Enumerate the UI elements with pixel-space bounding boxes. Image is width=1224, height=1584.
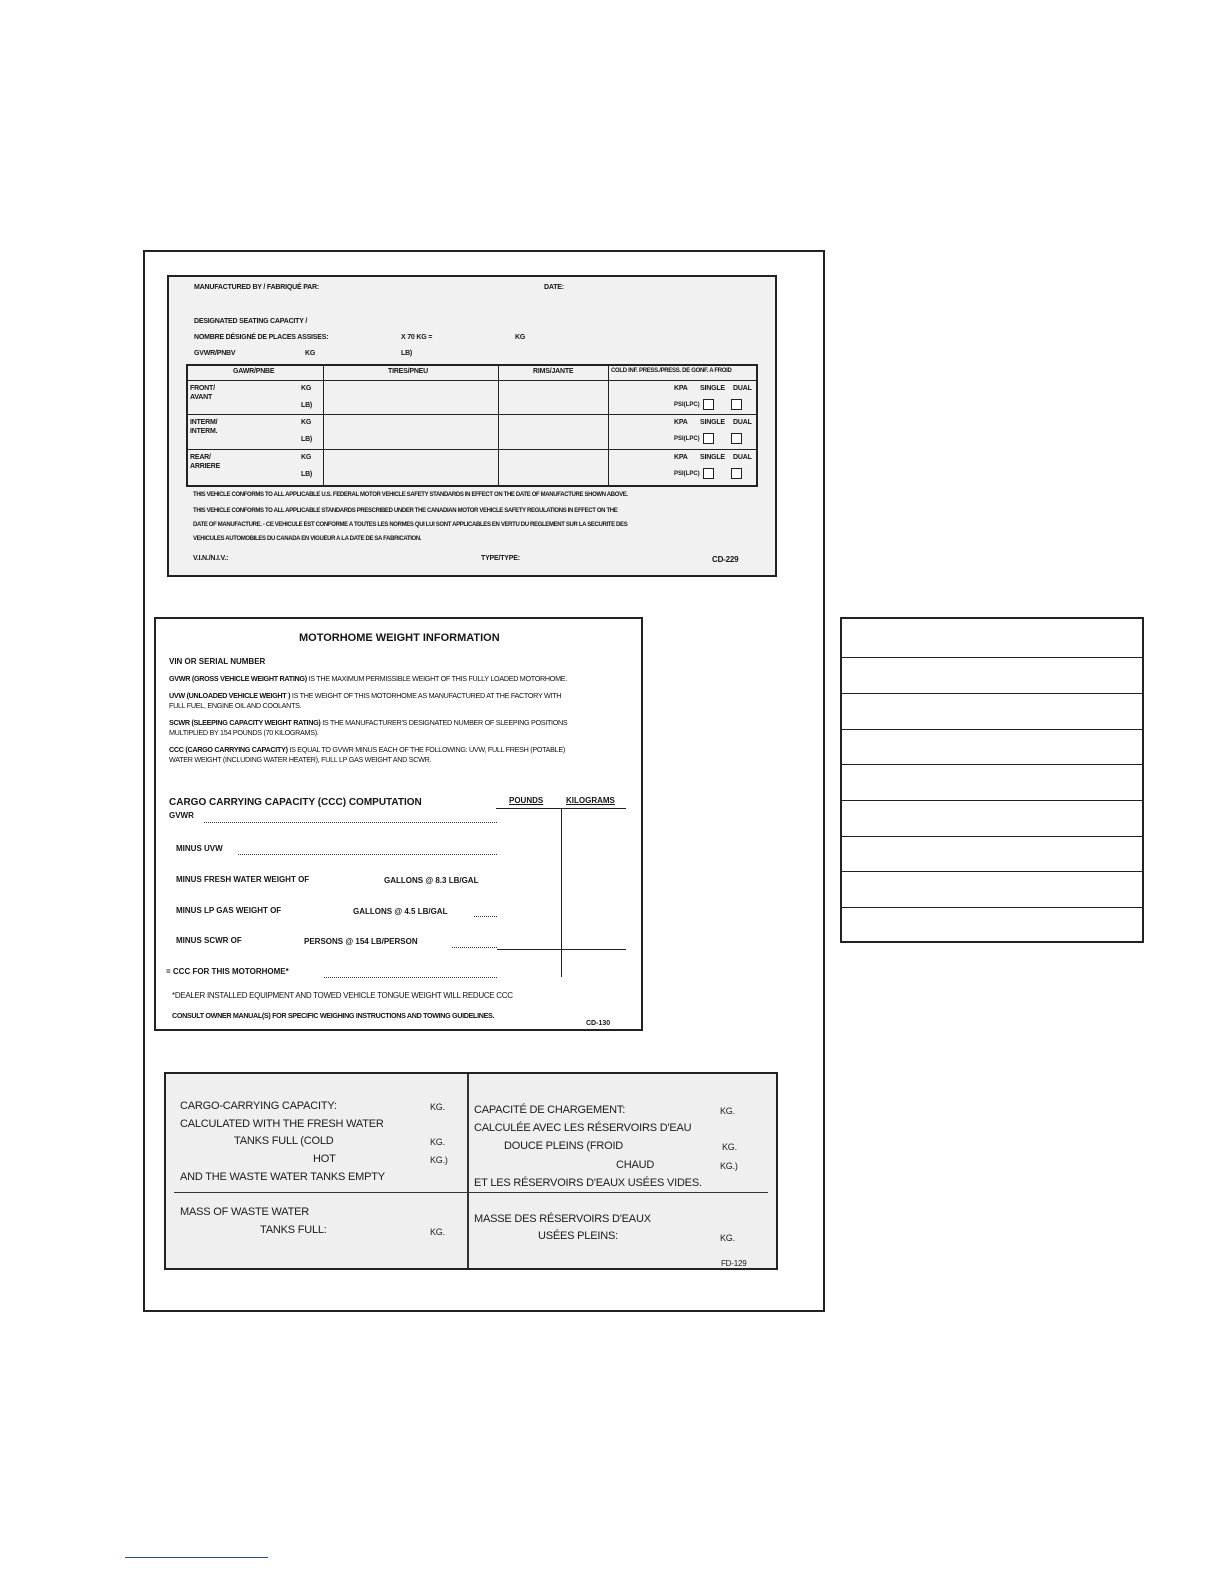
- row-rear-single: SINGLE: [700, 454, 725, 461]
- mass-waste-water-fr: MASSE DES RÉSERVOIRS D'EAUX: [474, 1213, 651, 1225]
- uvw-definition-cont: FULL FUEL, ENGINE OIL AND COOLANTS.: [169, 701, 302, 710]
- cargo-capacity-bilingual-label: [164, 1072, 778, 1270]
- header-rims: RIMS/JANTE: [533, 368, 574, 375]
- table-row-divider: [842, 657, 1142, 658]
- calculated-fresh-water-fr: CALCULÉE AVEC LES RÉSERVOIRS D'EAU: [474, 1122, 692, 1134]
- row-rear-kg: KG: [301, 454, 312, 461]
- row-front-single-checkbox[interactable]: [703, 399, 714, 410]
- table-row-divider: [842, 800, 1142, 801]
- ccc-definition: CCC (CARGO CARRYING CAPACITY) IS EQUAL TO GVWR MINUS EACH OF THE FOLLOWING: UVW, FULL FRESH (POTABLE): [169, 745, 565, 754]
- scwr-definition: SCWR (SLEEPING CAPACITY WEIGHT RATING) IS THE MANUFACTURER'S DESIGNATED NUMBER OF SLEEPING POSITIONS: [169, 718, 568, 727]
- ccc-definition-cont: WATER WEIGHT (INCLUDING WATER HEATER), FULL LP GAS WEIGHT AND SCWR.: [169, 755, 432, 764]
- type-label: TYPE/TYPE:: [481, 555, 520, 562]
- waste-tanks-empty-fr: ET LES RÉSERVOIRS D'EAUX USÉES VIDES.: [474, 1177, 702, 1189]
- date-label: DATE:: [544, 284, 564, 291]
- row-rear-label-fr: ARRIERE: [190, 463, 221, 470]
- total-rule: [497, 949, 626, 950]
- vin-label: V.I.N./N.I.V.:: [193, 555, 229, 562]
- blank-table: [840, 617, 1144, 943]
- motorhome-weight-label: [154, 617, 643, 1031]
- row-front-dual: DUAL: [733, 385, 752, 392]
- row-rear-label: REAR/: [190, 454, 211, 461]
- calculated-fresh-water-en: CALCULATED WITH THE FRESH WATER: [180, 1118, 384, 1130]
- kilograms-column-header: KILOGRAMS: [566, 796, 615, 805]
- cargo-capacity-fr-kg: KG.: [720, 1106, 735, 1116]
- uvw-definition: UVW (UNLOADED VEHICLE WEIGHT ) IS THE WEIGHT OF THIS MOTORHOME AS MANUFACTURED AT THE FACTORY WITH: [169, 691, 562, 700]
- table-row-divider: [842, 729, 1142, 730]
- vin-serial-label: VIN OR SERIAL NUMBER: [169, 657, 266, 666]
- row-interm-kg: KG: [301, 419, 312, 426]
- waste-mass-kg-fr: KG.: [720, 1233, 735, 1243]
- seating-capacity-fr-label: NOMBRE DÉSIGNÉ DE PLACES ASSISES:: [194, 334, 329, 341]
- seating-kg-formula: X 70 KG =: [401, 334, 433, 341]
- row-front-kpa: KPA: [674, 385, 688, 392]
- tire-rim-table: [186, 364, 758, 487]
- scwr-rate: PERSONS @ 154 LB/PERSON: [304, 937, 418, 946]
- ccc-total-label: = CCC FOR THIS MOTORHOME*: [166, 967, 289, 976]
- row-front-kg: KG: [301, 385, 312, 392]
- tanks-full-cold-en: TANKS FULL (COLD: [234, 1135, 334, 1147]
- row-rear-kpa: KPA: [674, 454, 688, 461]
- ca-conformity-line-1: THIS VEHICLE CONFORMS TO ALL APPLICABLE STANDARDS PRESCRIBED UNDER THE CANADIAN MOTOR VEHICLE SAFETY REGULATIONS IN EFFECT ON THE: [193, 508, 618, 514]
- ccc-computation-heading: CARGO CARRYING CAPACITY (CCC) COMPUTATION: [169, 797, 422, 808]
- hot-kg-en: KG.): [430, 1155, 448, 1165]
- column-header-rule: [496, 808, 626, 809]
- cargo-capacity-en-kg: KG.: [430, 1102, 445, 1112]
- row-interm-lb: LB): [301, 436, 313, 443]
- row-rear-psi: PSI(LPC): [674, 471, 700, 477]
- manufactured-by-label: MANUFACTURED BY / FABRIQUÉ PAR:: [194, 284, 319, 291]
- ca-conformity-line-3: VEHICULES AUTOMOBILES DU CANADA EN VIGUEUR A LA DATE DE SA FABRICATION.: [193, 536, 422, 542]
- pounds-column-header: POUNDS: [509, 796, 544, 805]
- row-rear-dual-checkbox[interactable]: [731, 468, 742, 479]
- header-gawr: GAWR/PNBE: [233, 368, 275, 375]
- cold-kg-fr: KG.: [722, 1142, 737, 1152]
- lp-gas-rate: GALLONS @ 4.5 LB/GAL: [353, 907, 448, 916]
- scwr-definition-cont: MULTIPLIED BY 154 POUNDS (70 KILOGRAMS).: [169, 728, 319, 737]
- gvwr-definition: GVWR (GROSS VEHICLE WEIGHT RATING) IS THE MAXIMUM PERMISSIBLE WEIGHT OF THIS FULLY LOADED MOTORHOME.: [169, 674, 567, 683]
- table-row-divider: [842, 693, 1142, 694]
- row-front-psi: PSI(LPC): [674, 402, 700, 408]
- footnote-separator: [125, 1557, 268, 1558]
- waste-mass-kg-en: KG.: [430, 1227, 445, 1237]
- table-row-divider: [842, 871, 1142, 872]
- label-code-fd129: FD-129: [721, 1259, 747, 1268]
- table-row-divider: [842, 907, 1142, 908]
- row-front-lb: LB): [301, 402, 313, 409]
- header-tires: TIRES/PNEU: [388, 368, 429, 375]
- hot-en: HOT: [313, 1153, 336, 1165]
- tanks-full-en: TANKS FULL:: [260, 1224, 327, 1236]
- cargo-capacity-fr: CAPACITÉ DE CHARGEMENT:: [474, 1104, 626, 1116]
- us-conformity-statement: THIS VEHICLE CONFORMS TO ALL APPLICABLE U.S. FEDERAL MOTOR VEHICLE SAFETY STANDARDS IN EFFECT ON THE DATE OF MANUFACTURE SHOWN ABOVE.: [193, 492, 628, 498]
- row-front-label: FRONT/: [190, 385, 215, 392]
- row-front-single: SINGLE: [700, 385, 725, 392]
- cold-kg-en: KG.: [430, 1137, 445, 1147]
- row-interm-single: SINGLE: [700, 419, 725, 426]
- row-interm-single-checkbox[interactable]: [703, 433, 714, 444]
- row-interm-kpa: KPA: [674, 419, 688, 426]
- gvwr-kg-unit: KG: [305, 350, 316, 357]
- column-divider: [561, 809, 562, 977]
- minus-fresh-water-label: MINUS FRESH WATER WEIGHT OF: [176, 875, 310, 884]
- tanks-full-cold-fr: DOUCE PLEINS (FROID: [504, 1140, 624, 1152]
- row-interm-label-fr: INTERM.: [190, 428, 218, 435]
- section-divider: [174, 1192, 768, 1193]
- certification-label: [167, 275, 777, 577]
- row-rear-single-checkbox[interactable]: [703, 468, 714, 479]
- table-row-divider: [842, 764, 1142, 765]
- label-code-cd229: CD-229: [712, 555, 739, 564]
- minus-lp-gas-label: MINUS LP GAS WEIGHT OF: [176, 906, 282, 915]
- row-rear-lb: LB): [301, 471, 313, 478]
- used-tanks-full-fr: USÉES PLEINS:: [538, 1230, 618, 1242]
- gvwr-line-label: GVWR: [169, 811, 194, 820]
- motorhome-weight-title: MOTORHOME WEIGHT INFORMATION: [299, 632, 500, 644]
- row-interm-label: INTERM/: [190, 419, 218, 426]
- gvwr-label: GVWR/PNBV: [194, 350, 236, 357]
- language-divider: [467, 1074, 469, 1268]
- waste-tanks-empty-en: AND THE WASTE WATER TANKS EMPTY: [180, 1171, 385, 1183]
- minus-uvw-label: MINUS UVW: [176, 844, 223, 853]
- label-code-cd130: CD-130: [586, 1020, 611, 1027]
- dealer-note: *DEALER INSTALLED EQUIPMENT AND TOWED VEHICLE TONGUE WEIGHT WILL REDUCE CCC: [172, 991, 513, 1000]
- row-rear-dual: DUAL: [733, 454, 752, 461]
- cargo-capacity-en: CARGO-CARRYING CAPACITY:: [180, 1100, 337, 1112]
- seating-capacity-label: DESIGNATED SEATING CAPACITY /: [194, 318, 308, 325]
- hot-kg-fr: KG.): [720, 1161, 738, 1171]
- header-cold-pressure: COLD INF. PRESS./PRESS. DE GONF. A FROID: [611, 368, 732, 374]
- row-interm-psi: PSI(LPC): [674, 436, 700, 442]
- row-front-dual-checkbox[interactable]: [731, 399, 742, 410]
- ca-conformity-line-2: DATE OF MANUFACTURE. - CE VEHICULE EST CONFORME A TOUTES LES NORMES QUI LUI SONT APPLICABLES EN VERTU DU REGLEMENT SUR LA SECURITE DES: [193, 522, 628, 528]
- table-row-divider: [842, 836, 1142, 837]
- seating-kg-unit: KG: [515, 334, 526, 341]
- row-interm-dual-checkbox[interactable]: [731, 433, 742, 444]
- fresh-water-rate: GALLONS @ 8.3 LB/GAL: [384, 876, 479, 885]
- mass-waste-water-en: MASS OF WASTE WATER: [180, 1206, 310, 1218]
- gvwr-lb-unit: LB): [401, 350, 413, 357]
- consult-manual-note: CONSULT OWNER MANUAL(S) FOR SPECIFIC WEIGHING INSTRUCTIONS AND TOWING GUIDELINES.: [172, 1011, 495, 1020]
- row-front-label-fr: AVANT: [190, 394, 213, 401]
- hot-fr: CHAUD: [616, 1159, 655, 1171]
- row-interm-dual: DUAL: [733, 419, 752, 426]
- minus-scwr-label: MINUS SCWR OF: [176, 936, 242, 945]
